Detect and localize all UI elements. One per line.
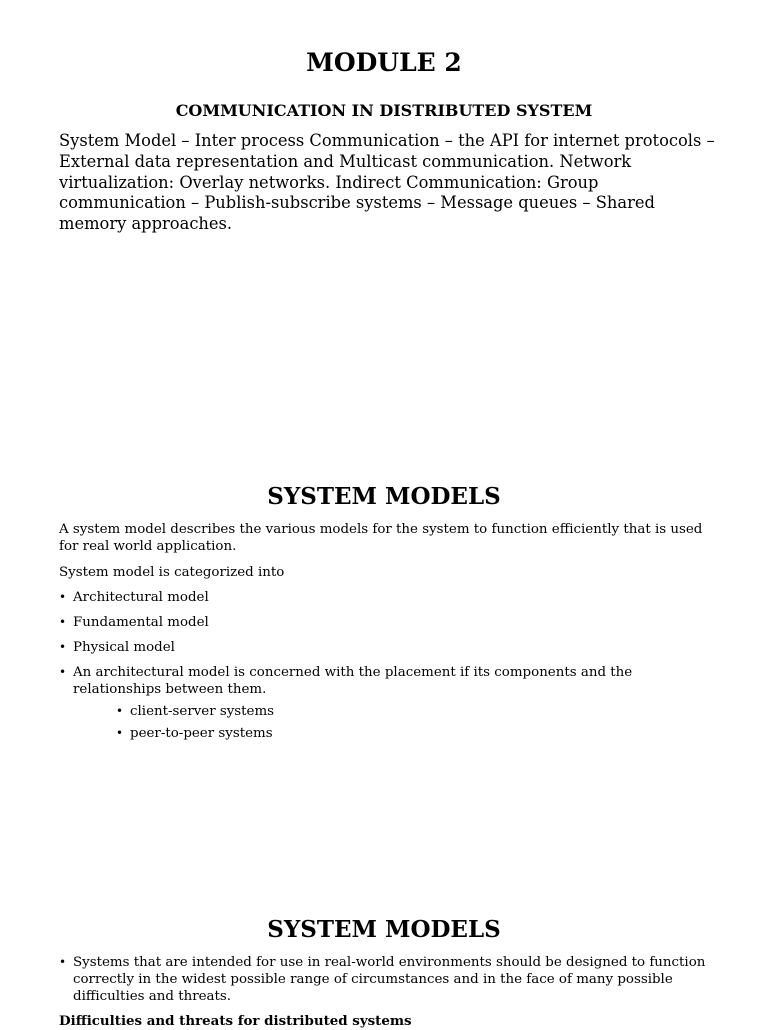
difficulties-heading: Difficulties and threats for distributed systems bbox=[59, 1013, 412, 1029]
list-item-text: Systems that are intended for use in real-world environments should be designed to function correctly in the widest possible range of circumstances and in the face of many possible difficulties and threats. bbox=[73, 955, 706, 1004]
list-item-text: Fundamental model bbox=[73, 615, 209, 630]
system-models-title-2: SYSTEM MODELS bbox=[267, 916, 501, 943]
bullet-icon: • bbox=[116, 704, 124, 718]
bullet-icon: • bbox=[59, 665, 67, 679]
sub-list-item bbox=[116, 703, 676, 720]
module-subtitle: COMMUNICATION IN DISTRIBUTED SYSTEM bbox=[175, 101, 593, 120]
list-item bbox=[59, 639, 719, 656]
module-syllabus-text: System Model – Inter process Communication – the API for internet protocols – External data representation and Multicast communication. Network virtualization: Overlay networks. Indirect Communication: Group communication – Publish-subscribe systems – Message queues – Shared memory approaches. bbox=[59, 131, 715, 234]
bullet-icon: • bbox=[116, 726, 124, 740]
list-item-text: Architectural model bbox=[73, 590, 209, 605]
module-title: MODULE 2 bbox=[306, 48, 462, 77]
sub-list-item bbox=[116, 725, 676, 742]
list-item-text: Physical model bbox=[73, 640, 175, 655]
bullet-icon: • bbox=[59, 640, 67, 654]
bullet-icon: • bbox=[59, 955, 67, 969]
sub-list-item-text: peer-to-peer systems bbox=[130, 726, 273, 741]
bullet-icon: • bbox=[59, 590, 67, 604]
list-item bbox=[59, 614, 719, 631]
bullet-icon: • bbox=[59, 615, 67, 629]
system-model-categorized: System model is categorized into bbox=[59, 565, 285, 580]
list-item bbox=[59, 589, 719, 606]
sub-list-item-text: client-server systems bbox=[130, 704, 275, 719]
system-models-title: SYSTEM MODELS bbox=[267, 483, 501, 510]
list-item bbox=[59, 664, 659, 698]
system-model-intro: A system model describes the various models for the system to function efficiently that is used for real world application. bbox=[59, 522, 703, 554]
list-item-text: An architectural model is concerned with the placement if its components and the relationships between them. bbox=[73, 665, 633, 697]
list-item bbox=[59, 954, 719, 1005]
